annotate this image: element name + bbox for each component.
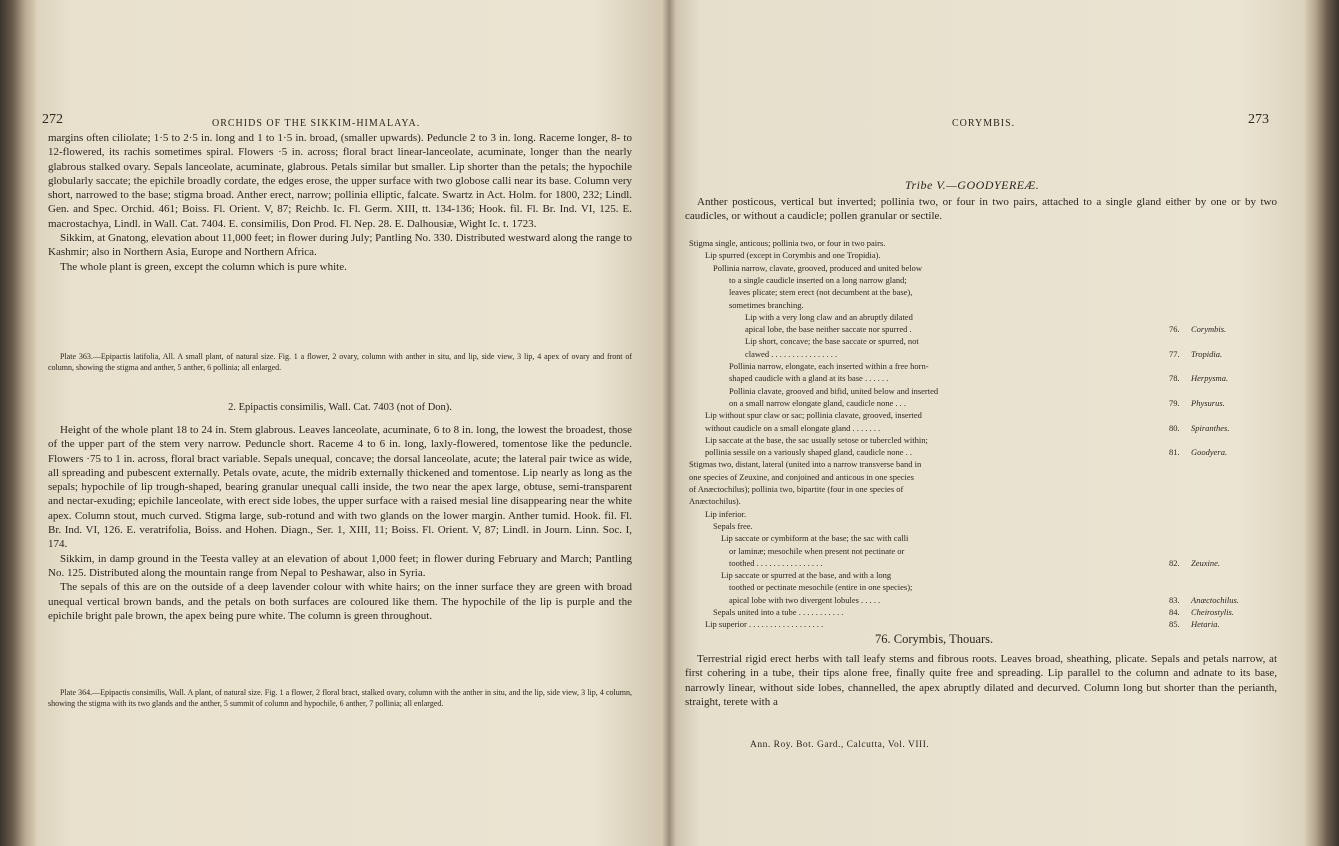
key-row: toothed or pectinate mesochile (entire in one species); xyxy=(729,582,913,593)
left-page xyxy=(36,0,669,846)
key-row: leaves plicate; stem erect (not decumbent at the base), xyxy=(729,287,913,298)
genus-heading: 76. Corymbis, Thouars. xyxy=(875,632,994,646)
key-row: on a small narrow elongate gland, caudicle none . . . xyxy=(729,397,907,408)
key-genus-name: Goodyera. xyxy=(1191,447,1228,458)
paragraph-description: margins often ciliolate; 1·5 to 2·5 in. long and 1 to 1·5 in. broad, (smaller upwards). Peduncle 2 to 3 in. long. Raceme longer, 8- to 12-flowered, its rachis sometimes spiral. Flowers ·5 in. across; floral bract linear-lanceolate, acuminate, longer than the nearly glabrous stalked ovary. Sepals lanceolate, acuminate, glabrous. Petals similar but smaller. Lip shorter than the petals; the hypochile globularly saccate; the epichile broadly cordate, the edges erose, the upper surface with two globose calli near its base. Column very short, narrowed to the base; stigma broad. Anther erect, narrow; pollinia elliptic, falcate. Swartz in Act. Holm. for 1800, 232; Lindl. Gen. and Spec. Orchid. 461; Boiss. Fl. Orient. V, 87; Reichb. Ic. Fl. Germ. XIII, tt. 134-136; Hook. fil. Fl. Br. Ind. VI, 125. E. macrostachya, Lindl. in Wall. Cat. 7404. E. consimilis, Don Prod. Fl. Nep. 28. E. Dalhousiæ, Wight Ic. t. 1723. xyxy=(48,132,632,230)
key-genus-number: 81. xyxy=(1169,447,1180,458)
key-row: toothed . . . . . . . . . . . . . . . . xyxy=(729,557,823,568)
key-genus-number: 79. xyxy=(1169,397,1180,408)
key-row: Lip saccate or spurred at the base, and with a long xyxy=(721,570,892,581)
species-heading: 2. Epipactis consimilis, Wall. Cat. 7403 (not of Don). xyxy=(228,402,452,413)
left-text-block-2 xyxy=(48,423,632,623)
book-gutter xyxy=(662,0,676,846)
key-genus-name: Spiranthes. xyxy=(1191,422,1230,433)
key-genus-name: Anæctochilus. xyxy=(1191,594,1239,605)
paragraph-species-distribution: Sikkim, in damp ground in the Teesta valley at an elevation of about 1,000 feet; in flower during February and March; Pantling No. 125. Distributed along the mountain range from Nepal to Peshawar, also in Syria. xyxy=(48,552,632,579)
key-row: Lip superior . . . . . . . . . . . . . . . . . . xyxy=(705,619,824,630)
key-row: apical lobe with two divergent lobules . . . . . xyxy=(729,594,881,605)
key-genus-number: 78. xyxy=(1169,373,1180,384)
key-genus-name: Zeuxine. xyxy=(1191,557,1221,568)
tribe-heading: Tribe V.—GOODYEREÆ. xyxy=(905,178,1040,192)
key-genus-number: 85. xyxy=(1169,619,1180,630)
key-row: without caudicle on a small elongate gland . . . . . . . xyxy=(705,422,881,433)
paragraph-species-colour: The sepals of this are on the outside of a deep lavender colour with white hairs; on the inner surface they are green with broad unequal vertical brown bands, and the petals on both surfaces are coloured like them. The hypochile of the lip is purple and the epichile bright pale brown, the apex being pure white. The column is green throughout. xyxy=(48,581,632,622)
left-page-edges xyxy=(0,0,36,846)
key-row: sometimes branching. xyxy=(729,299,804,310)
key-genus-name: Corymbis. xyxy=(1191,324,1227,335)
right-page xyxy=(669,0,1305,846)
genus-key xyxy=(669,238,1305,638)
key-row: Stigmas two, distant, lateral (united into a narrow transverse band in xyxy=(689,459,922,470)
key-genus-number: 77. xyxy=(1169,348,1180,359)
left-running-head: ORCHIDS OF THE SIKKIM-HIMALAYA. xyxy=(212,118,421,129)
right-page-number: 273 xyxy=(1248,112,1269,127)
key-row: or laminæ; mesochile when present not pectinate or xyxy=(729,545,905,556)
key-row: Sepals united into a tube . . . . . . . . . . . xyxy=(713,607,844,617)
key-genus-number: 82. xyxy=(1169,557,1180,568)
left-page-number: 272 xyxy=(42,112,63,127)
key-row: to a single caudicle inserted on a long narrow gland; xyxy=(729,274,907,285)
key-row: Anæctochilus). xyxy=(689,496,741,507)
key-row: of Anæctochilus); pollinia two, bipartite (four in one species of xyxy=(689,484,904,494)
key-genus-number: 76. xyxy=(1169,324,1180,335)
key-row: pollinia sessile on a variously shaped gland, caudicle none . . xyxy=(705,447,913,458)
key-row: Sepals free. xyxy=(713,520,753,531)
key-row: clawed . . . . . . . . . . . . . . . . xyxy=(745,348,838,359)
plate-caption-363: Plate 363.—Epipactis latifolia, All. A small plant, of natural size. Fig. 1 a flower, 2 ovary, column with anther in situ, and lip, side view, 3 lip, 4 apex of ovary and front of column, showing the stigma and anther, 5 anther, 6 pollinia; all enlarged. xyxy=(48,352,632,372)
key-genus-number: 83. xyxy=(1169,594,1180,605)
key-genus-number: 84. xyxy=(1169,607,1180,617)
key-row: one species of Zeuxine, and conjoined and anticous in one species xyxy=(689,471,914,482)
plate-caption-364: Plate 364.—Epipactis consimilis, Wall. A plant, of natural size. Fig. 1 a flower, 2 floral bract, stalked ovary, column with the anther in situ, and the lip, side view, 3 lip, 4 column, showing the stigma with its two glands and the anther, 5 summit of column and hypochile, 6 anther, 7 pollinia; all enlarged. xyxy=(48,688,632,708)
key-row: apical lobe, the base neither saccate nor spurred . xyxy=(745,324,912,335)
key-row: Lip without spur claw or sac; pollinia clavate, grooved, inserted xyxy=(705,410,922,421)
right-page-edges xyxy=(1305,0,1339,846)
key-row: Lip spurred (except in Corymbis and one Tropidia). xyxy=(705,250,881,261)
key-genus-name: Cheirostylis. xyxy=(1191,607,1234,617)
key-row: Lip with a very long claw and an abruptly dilated xyxy=(745,311,913,322)
key-genus-name: Hetaria. xyxy=(1191,619,1220,630)
paragraph-species-description: Height of the whole plant 18 to 24 in. Stem glabrous. Leaves lanceolate, acuminate, 6 to 8 in. long, the lowest the broadest, those of the upper part of the stem very narrow. Peduncle short. Raceme 4 to 6 in. long, laxly-flowered, tomentose like the peduncle. Flowers ·75 to 1 in. across, floral bract variable. Sepals unequal, concave; the dorsal lanceolate, acute; the lateral pair twice as wide, all spreading and pubescent externally. Petals ovate, acute, the midrib externally thickened and tomentose. Lip nearly as long as the sepals; hypochile of lip trough-shaped, bearing granular unequal calli inside, the two near the apex large, obtuse, semi-transparent and nectar-exuding; epichile lanceolate, with erect side lobes, the upper surface with a raised mesial line disappearing near the white apex. Column stout, much curved. Stigma large, sub-rotund and with two glands on the lower margin. Anther tumid. Hook. fil. Fl. Br. Ind. VI, 126. E. veratrifolia, Boiss. and Hohen. Diagn., Ser. 1, XIII, 11; Boiss. Fl. Orient. V, 87; Lindl. in Journ. Linn. Soc. I, 174. xyxy=(48,424,632,551)
genus-description: Terrestrial rigid erect herbs with tall leafy stems and fibrous roots. Leaves broad, sheathing, plicate. Sepals and petals narrow, at first cohering in a tube, their tips alone free, finally quite free and spreading. Lip parallel to the column and adnate to its base, narrowly linear, without side lobes, channelled, the apex abruptly dilated and decurved. Column long but shorter than the perianth, straight, terete with a xyxy=(685,653,1277,708)
right-running-head: CORYMBIS. xyxy=(952,118,1016,129)
key-genus-name: Herpysma. xyxy=(1191,373,1229,384)
key-genus-name: Physurus. xyxy=(1191,397,1225,408)
journal-footer: Ann. Roy. Bot. Gard., Calcutta, Vol. VIII. xyxy=(750,740,930,750)
key-row: Pollinia clavate, grooved and bifid, united below and inserted xyxy=(729,385,939,396)
key-genus-name: Tropidia. xyxy=(1191,348,1223,359)
left-text-block-1 xyxy=(48,131,632,274)
key-row: Lip inferior. xyxy=(705,508,747,519)
key-row: Lip saccate at the base, the sac usually setose or tubercled within; xyxy=(705,434,928,445)
tribe-description: Anther posticous, vertical but inverted; pollinia two, or four in two pairs, attached to a single gland either by one or by two caudicles, or without a caudicle; pollen granular or sectile. xyxy=(685,196,1277,223)
paragraph-distribution: Sikkim, at Gnatong, elevation about 11,000 feet; in flower during July; Pantling No. 330. Distributed westward along the range to Kashmir; also in Northern Asia, Europe and Northern Africa. xyxy=(48,232,632,259)
key-row: Pollinia narrow, clavate, grooved, produced and united below xyxy=(713,262,923,273)
key-row: Stigma single, anticous; pollinia two, or four in two pairs. xyxy=(689,238,886,248)
key-row: Pollinia narrow, elongate, each inserted within a free horn- xyxy=(729,361,929,371)
key-row: Lip saccate or cymbiform at the base; the sac with calli xyxy=(721,533,909,544)
key-genus-number: 80. xyxy=(1169,422,1180,433)
key-row: shaped caudicle with a gland at its base . . . . . . xyxy=(729,373,889,384)
paragraph-colour: The whole plant is green, except the column which is pure white. xyxy=(60,260,347,273)
key-row: Lip short, concave; the base saccate or spurred, not xyxy=(745,336,919,347)
